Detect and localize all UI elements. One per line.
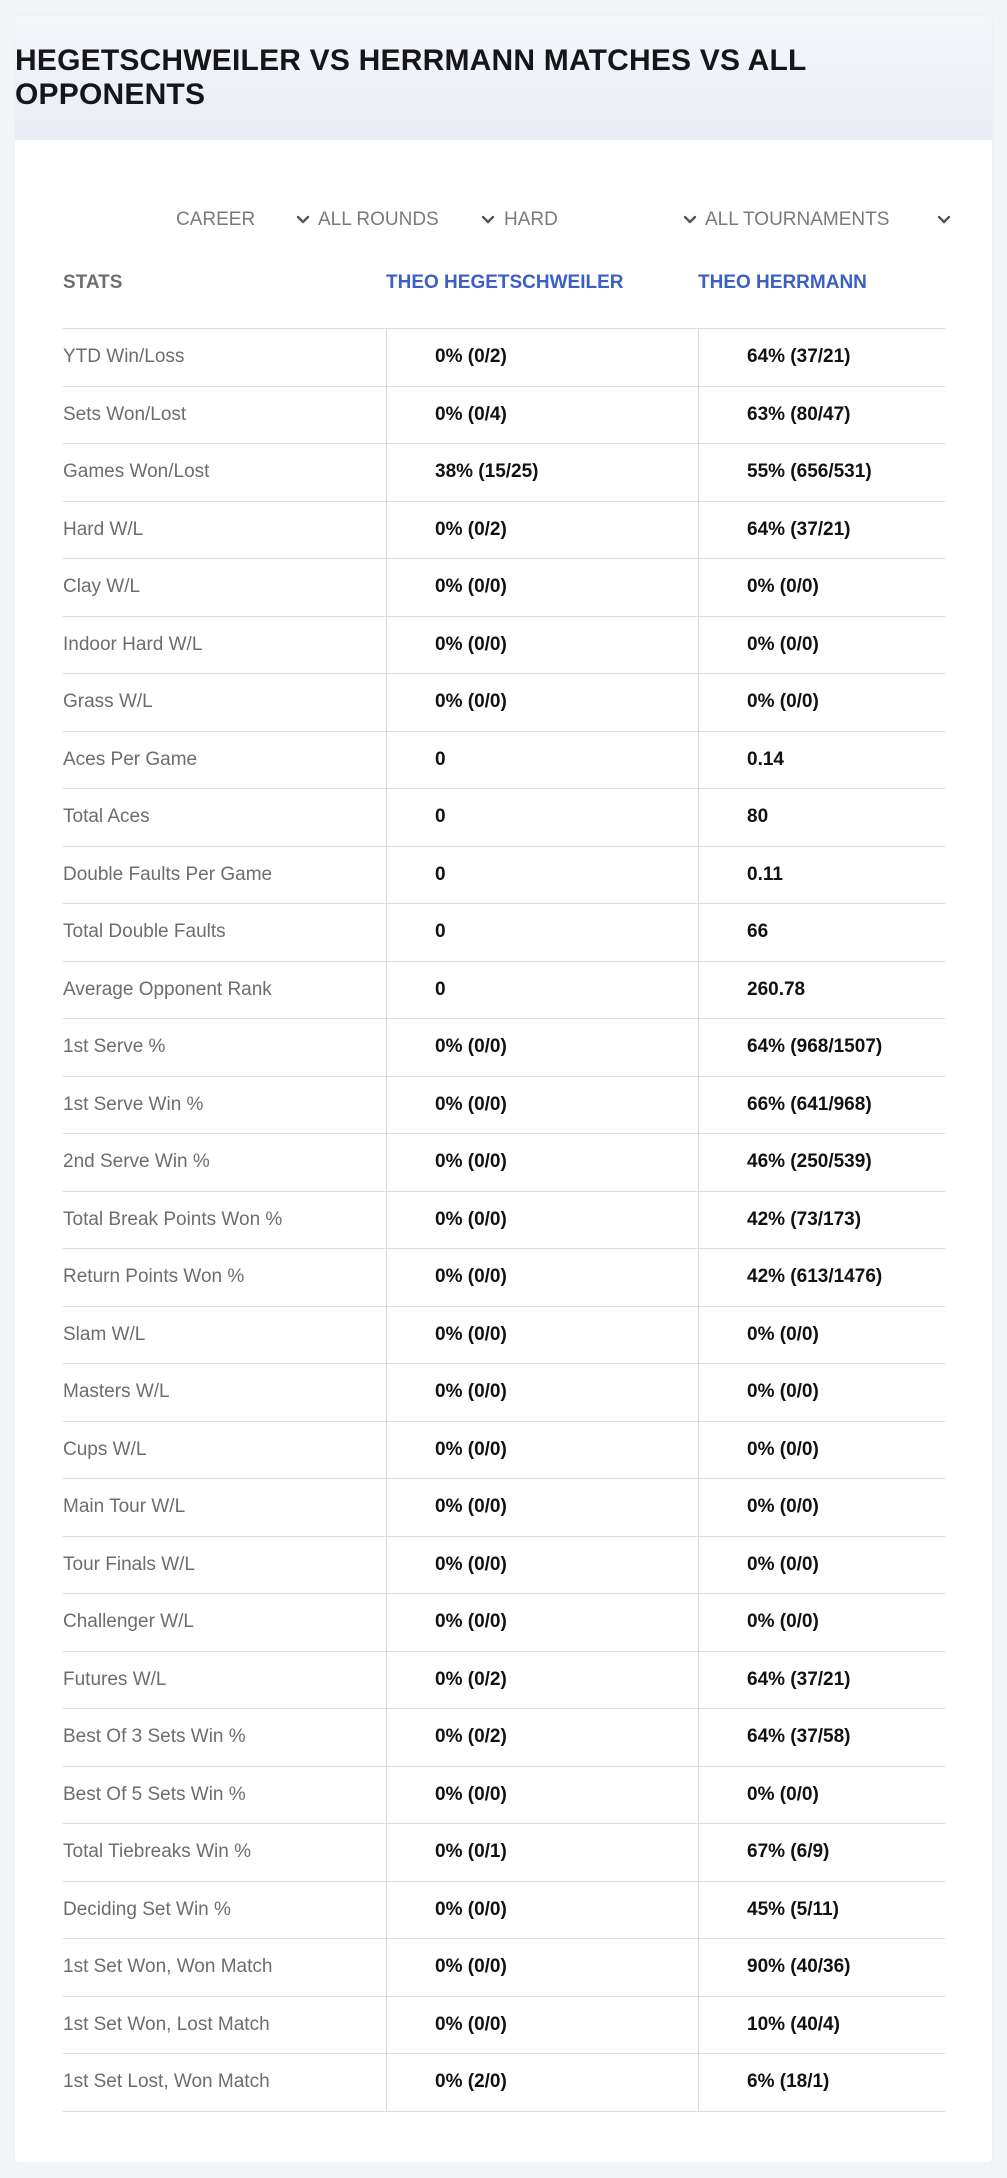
stat-label: 1st Serve % [63, 1036, 166, 1057]
player2-stat-value: 45% (5/11) [747, 1898, 839, 1920]
stat-label: Total Break Points Won % [63, 1208, 283, 1230]
player1-stat-value: 0% (0/0) [435, 1208, 507, 1230]
table-row [63, 2054, 945, 2112]
column-divider [698, 502, 699, 559]
column-divider [386, 1939, 387, 1996]
player2-stat-value: 46% (250/539) [747, 1151, 872, 1172]
column-divider [698, 444, 699, 501]
player2-stat-value: 0% (0/0) [747, 576, 819, 597]
stat-label: Return Points Won % [63, 1266, 245, 1287]
column-divider [386, 1537, 387, 1594]
stat-label: Indoor Hard W/L [63, 633, 203, 655]
column-divider [698, 1709, 699, 1766]
player2-stat-value: 63% (80/47) [747, 403, 851, 425]
table-row [63, 1307, 945, 1365]
player1-stat-value: 38% (15/25) [435, 461, 539, 482]
column-divider [386, 1192, 387, 1249]
player1-stat-value: 0% (2/0) [435, 2071, 507, 2092]
table-row [63, 1882, 945, 1940]
column-divider [698, 1652, 699, 1709]
player2-stat-value: 42% (73/173) [747, 1208, 862, 1230]
column-divider [698, 1594, 699, 1651]
player2-stat-value: 90% (40/36) [747, 1956, 851, 1977]
column-divider [698, 1767, 699, 1824]
player1-stat-value: 0 [435, 921, 446, 942]
column-divider [386, 387, 387, 444]
filter-rounds-value: ALL ROUNDS [318, 209, 439, 230]
player1-stat-value: 0% (0/0) [435, 1611, 507, 1632]
table-row [63, 674, 945, 732]
column-divider [386, 732, 387, 789]
player2-stat-value: 0% (0/0) [747, 1496, 819, 1517]
stat-label: 1st Set Won, Lost Match [63, 2013, 270, 2035]
player1-stat-value: 0% (0/2) [435, 518, 507, 540]
player1-stat-value: 0 [435, 863, 446, 885]
column-divider [386, 1767, 387, 1824]
player1-stat-value: 0% (0/2) [435, 1668, 507, 1690]
column-divider [386, 1709, 387, 1766]
player2-stat-value: 64% (37/21) [747, 518, 851, 540]
table-row [63, 387, 945, 445]
player2-stat-value: 66 [747, 921, 769, 942]
column-divider [386, 962, 387, 1019]
stat-label: Best Of 3 Sets Win % [63, 1726, 246, 1747]
column-divider [698, 1307, 699, 1364]
stats-card [15, 16, 992, 2162]
player2-stat-value: 64% (37/21) [747, 1668, 851, 1690]
column-divider [386, 2054, 387, 2111]
column-divider [386, 1594, 387, 1651]
player1-stat-value: 0% (0/0) [435, 1783, 507, 1805]
player2-stat-value: 0% (0/0) [747, 1783, 819, 1805]
column-divider [698, 1077, 699, 1134]
player2-stat-value: 10% (40/4) [747, 2013, 840, 2035]
table-row [63, 1652, 945, 1710]
stat-label: Total Aces [63, 806, 150, 827]
column-divider [386, 1422, 387, 1479]
column-divider [386, 502, 387, 559]
stat-label: Futures W/L [63, 1668, 167, 1690]
player2-stat-value: 67% (6/9) [747, 1841, 830, 1862]
player1-stat-value: 0% (0/0) [435, 1496, 507, 1517]
column-divider [386, 847, 387, 904]
player1-stat-value: 0% (0/0) [435, 1438, 507, 1460]
column-divider [698, 789, 699, 846]
stat-label: 1st Set Lost, Won Match [63, 2071, 270, 2092]
player2-stat-value: 55% (656/531) [747, 461, 872, 482]
player2-stat-value: 64% (37/21) [747, 346, 851, 367]
chevron-down-icon [681, 211, 699, 229]
player1-stat-value: 0% (0/2) [435, 1726, 507, 1747]
player1-stat-value: 0% (0/0) [435, 2013, 507, 2035]
filter-tournaments-value: ALL TOURNAMENTS [705, 209, 890, 230]
stat-label: Games Won/Lost [63, 461, 210, 482]
table-row [63, 1767, 945, 1825]
column-divider [698, 1019, 699, 1076]
filter-career-value: CAREER [176, 209, 256, 230]
column-divider [698, 1882, 699, 1939]
column-divider [386, 904, 387, 961]
player1-stat-value: 0% (0/0) [435, 576, 507, 597]
filter-bar [15, 190, 992, 250]
column-divider [698, 1537, 699, 1594]
column-divider [698, 1364, 699, 1421]
column-divider [386, 444, 387, 501]
player2-stat-value: 0% (0/0) [747, 691, 819, 712]
column-divider [386, 329, 387, 386]
filter-rounds[interactable] [318, 190, 503, 250]
chevron-down-icon [935, 211, 953, 229]
stat-label: Cups W/L [63, 1438, 147, 1460]
column-divider [386, 559, 387, 616]
table-row [63, 1594, 945, 1652]
stat-label: Average Opponent Rank [63, 978, 272, 1000]
column-divider [386, 1307, 387, 1364]
table-row [63, 1077, 945, 1135]
player2-stat-value: 0.14 [747, 748, 784, 770]
filter-surface-value: HARD [504, 209, 558, 230]
column-divider [386, 1249, 387, 1306]
table-row [63, 732, 945, 790]
column-divider [698, 962, 699, 1019]
table-row [63, 1249, 945, 1307]
player2-stat-value: 64% (37/58) [747, 1726, 851, 1747]
stat-label: Hard W/L [63, 518, 144, 540]
player1-stat-value: 0% (0/1) [435, 1841, 507, 1862]
table-row [63, 1019, 945, 1077]
stat-label: 1st Serve Win % [63, 1093, 204, 1115]
column-divider [698, 1422, 699, 1479]
column-divider [698, 1824, 699, 1881]
player1-stat-value: 0% (0/0) [435, 1956, 507, 1977]
table-row [63, 559, 945, 617]
table-row [63, 1824, 945, 1882]
player1-stat-value: 0% (0/0) [435, 1036, 507, 1057]
column-divider [386, 1479, 387, 1536]
table-row [63, 1134, 945, 1192]
player1-stat-value: 0 [435, 978, 446, 1000]
player1-stat-value: 0% (0/0) [435, 1553, 507, 1575]
stat-label: Challenger W/L [63, 1611, 194, 1632]
player2-stat-value: 0% (0/0) [747, 1553, 819, 1575]
stats-table [63, 250, 945, 2112]
stat-label: 1st Set Won, Won Match [63, 1956, 273, 1977]
player2-stat-value: 66% (641/968) [747, 1093, 872, 1115]
player1-stat-value: 0% (0/0) [435, 633, 507, 655]
column-divider [386, 617, 387, 674]
player1-stat-value: 0% (0/0) [435, 691, 507, 712]
column-divider [698, 617, 699, 674]
filter-tournaments[interactable] [705, 190, 960, 250]
player1-stat-value: 0% (0/0) [435, 1151, 507, 1172]
stat-label: Slam W/L [63, 1323, 146, 1345]
column-divider [698, 559, 699, 616]
player2-link[interactable]: THEO HERRMANN [698, 272, 867, 293]
player1-stat-value: 0 [435, 806, 446, 827]
player2-stat-value: 80 [747, 806, 769, 827]
player2-stat-value: 0.11 [747, 863, 783, 885]
filter-career[interactable] [176, 190, 316, 250]
column-divider [386, 1652, 387, 1709]
column-divider [698, 2054, 699, 2111]
player1-stat-value: 0% (0/2) [435, 346, 507, 367]
column-divider [698, 1249, 699, 1306]
table-row [63, 1997, 945, 2055]
column-divider [698, 329, 699, 386]
filter-surface[interactable] [504, 190, 704, 250]
column-divider [698, 904, 699, 961]
column-divider [386, 674, 387, 731]
table-row [63, 1939, 945, 1997]
player2-stat-value: 6% (18/1) [747, 2071, 830, 2092]
table-row [63, 329, 945, 387]
table-row [63, 789, 945, 847]
table-row [63, 1422, 945, 1480]
table-row [63, 1709, 945, 1767]
stat-label: Sets Won/Lost [63, 403, 187, 425]
table-row [63, 1192, 945, 1250]
table-row [63, 1537, 945, 1595]
chevron-down-icon [479, 211, 497, 229]
stat-label: Aces Per Game [63, 748, 198, 770]
stat-label: Deciding Set Win % [63, 1898, 231, 1920]
stat-label: Clay W/L [63, 576, 141, 597]
column-divider [386, 1019, 387, 1076]
card-header [15, 16, 992, 140]
stat-label: Tour Finals W/L [63, 1553, 195, 1575]
table-row [63, 617, 945, 675]
table-row [63, 904, 945, 962]
player1-stat-value: 0 [435, 748, 446, 770]
column-divider [386, 1364, 387, 1421]
table-row [63, 444, 945, 502]
column-divider [386, 1824, 387, 1881]
column-divider [698, 1192, 699, 1249]
column-divider [698, 387, 699, 444]
column-divider [698, 674, 699, 731]
player2-stat-value: 0% (0/0) [747, 1381, 819, 1402]
column-divider [386, 1997, 387, 2054]
player2-stat-value: 0% (0/0) [747, 1611, 819, 1632]
player2-stat-value: 0% (0/0) [747, 1438, 819, 1460]
player2-stat-value: 64% (968/1507) [747, 1036, 883, 1057]
player1-stat-value: 0% (0/0) [435, 1381, 507, 1402]
stat-label: YTD Win/Loss [63, 346, 185, 367]
column-divider [386, 1077, 387, 1134]
player1-link[interactable]: THEO HEGETSCHWEILER [386, 272, 624, 293]
player1-stat-value: 0% (0/0) [435, 1898, 507, 1920]
table-row [63, 1479, 945, 1537]
stat-label: Double Faults Per Game [63, 863, 273, 885]
stat-label: Total Tiebreaks Win % [63, 1841, 251, 1862]
stat-label: Masters W/L [63, 1381, 170, 1402]
column-divider [386, 789, 387, 846]
table-header [63, 250, 945, 329]
stat-label: Main Tour W/L [63, 1496, 186, 1517]
table-row [63, 1364, 945, 1422]
column-divider [698, 1134, 699, 1191]
player2-stat-value: 0% (0/0) [747, 1323, 819, 1345]
column-divider [386, 1882, 387, 1939]
stats-column-header: STATS [63, 272, 123, 293]
player2-stat-value: 260.78 [747, 978, 806, 1000]
column-divider [698, 1479, 699, 1536]
stat-label: Grass W/L [63, 691, 153, 712]
player1-stat-value: 0% (0/0) [435, 1323, 507, 1345]
page-title: HEGETSCHWEILER VS HERRMANN MATCHES VS ALL OPPONENTS [15, 44, 807, 111]
player1-stat-value: 0% (0/0) [435, 1093, 507, 1115]
table-row [63, 502, 945, 560]
table-body [63, 329, 945, 2112]
column-divider [386, 1134, 387, 1191]
stat-label: 2nd Serve Win % [63, 1151, 210, 1172]
stat-label: Total Double Faults [63, 921, 226, 942]
column-divider [698, 1939, 699, 1996]
table-row [63, 962, 945, 1020]
table-row [63, 847, 945, 905]
player1-stat-value: 0% (0/4) [435, 403, 507, 425]
column-divider [698, 847, 699, 904]
chevron-down-icon [294, 211, 312, 229]
player1-stat-value: 0% (0/0) [435, 1266, 507, 1287]
column-divider [698, 732, 699, 789]
player2-stat-value: 0% (0/0) [747, 633, 819, 655]
column-divider [698, 1997, 699, 2054]
stat-label: Best Of 5 Sets Win % [63, 1783, 246, 1805]
player2-stat-value: 42% (613/1476) [747, 1266, 883, 1287]
